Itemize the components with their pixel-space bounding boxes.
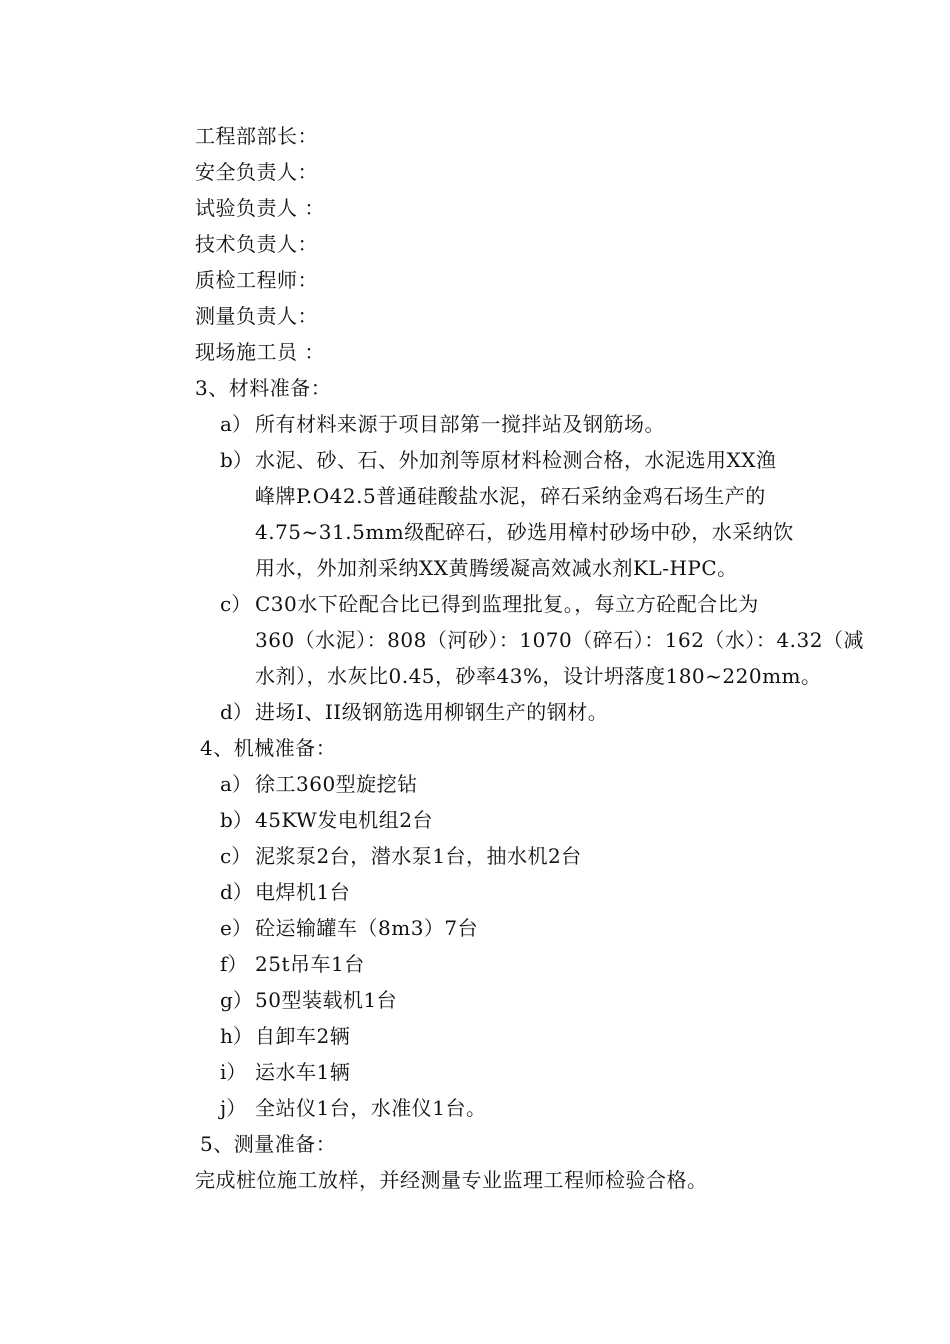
list-marker: e） <box>220 916 252 940</box>
list-item-text: 4.75~31.5mm级配碎石，砂选用樟村砂场中砂，水采纳饮 <box>255 520 794 544</box>
list-item-text: 45KW发电机组2台 <box>255 808 433 832</box>
list-item-text: 自卸车2辆 <box>255 1024 351 1048</box>
list-marker: j） <box>220 1096 247 1120</box>
list-item-text: 峰牌P.O42.5普通硅酸盐水泥，碎石采纳金鸡石场生产的 <box>255 484 766 508</box>
list-marker: h） <box>220 1024 253 1048</box>
list-item-text: 所有材料来源于项目部第一搅拌站及钢筋场。 <box>255 412 665 436</box>
list-item-text: 徐工360型旋挖钻 <box>255 772 418 796</box>
list-marker: a） <box>220 772 252 796</box>
list-item-text: 360（水泥）：808（河砂）：1070（碎石）：162（水）：4.32（减 <box>255 628 864 652</box>
list-item-text: 用水，外加剂采纳XX黄腾缓凝高效减水剂KL-HPC。 <box>255 556 738 580</box>
list-item-text: 电焊机1台 <box>255 880 351 904</box>
section-heading-materials: 3、材料准备： <box>195 376 332 400</box>
list-marker: c） <box>220 844 252 868</box>
list-item-text: 25t吊车1台 <box>255 952 365 976</box>
list-item-text: 50型装载机1台 <box>255 988 398 1012</box>
personnel-survey-lead: 测量负责人： <box>195 304 318 328</box>
list-marker: i） <box>220 1060 247 1084</box>
list-marker: b） <box>220 448 253 472</box>
list-item-text: C30水下砼配合比已得到监理批复。，每立方砼配合比为 <box>255 592 759 616</box>
list-marker: f） <box>220 952 248 976</box>
list-marker: g） <box>220 988 253 1012</box>
personnel-engineering-head: 工程部部长： <box>195 124 318 148</box>
list-item-text: 全站仪1台，水准仪1台。 <box>255 1096 487 1120</box>
personnel-safety-lead: 安全负责人： <box>195 160 318 184</box>
personnel-qc-engineer: 质检工程师： <box>195 268 318 292</box>
list-item-text: 泥浆泵2台，潜水泵1台，抽水机2台 <box>255 844 582 868</box>
list-marker: d） <box>220 700 253 724</box>
list-marker: c） <box>220 592 252 616</box>
list-marker: a） <box>220 412 252 436</box>
survey-text: 完成桩位施工放样，并经测量专业监理工程师检验合格。 <box>195 1168 708 1192</box>
list-item-text: 水泥、砂、石、外加剂等原材料检测合格，水泥选用XX渔 <box>255 448 777 472</box>
personnel-technical-lead: 技术负责人： <box>195 232 318 256</box>
section-heading-machinery: 4、机械准备： <box>200 736 337 760</box>
list-marker: d） <box>220 880 253 904</box>
list-item-text: 进场I、II级钢筋选用柳钢生产的钢材。 <box>255 700 609 724</box>
personnel-site-worker: 现场施工员 ： <box>195 340 325 364</box>
list-item-text: 水剂），水灰比0.45，砂率43%，设计坍落度180~220mm。 <box>255 664 822 688</box>
list-marker: b） <box>220 808 253 832</box>
list-item-text: 运水车1辆 <box>255 1060 351 1084</box>
personnel-testing-lead: 试验负责人 ： <box>195 196 325 220</box>
list-item-text: 砼运输罐车（8m3）7台 <box>255 916 479 940</box>
section-heading-survey: 5、测量准备： <box>200 1132 337 1156</box>
